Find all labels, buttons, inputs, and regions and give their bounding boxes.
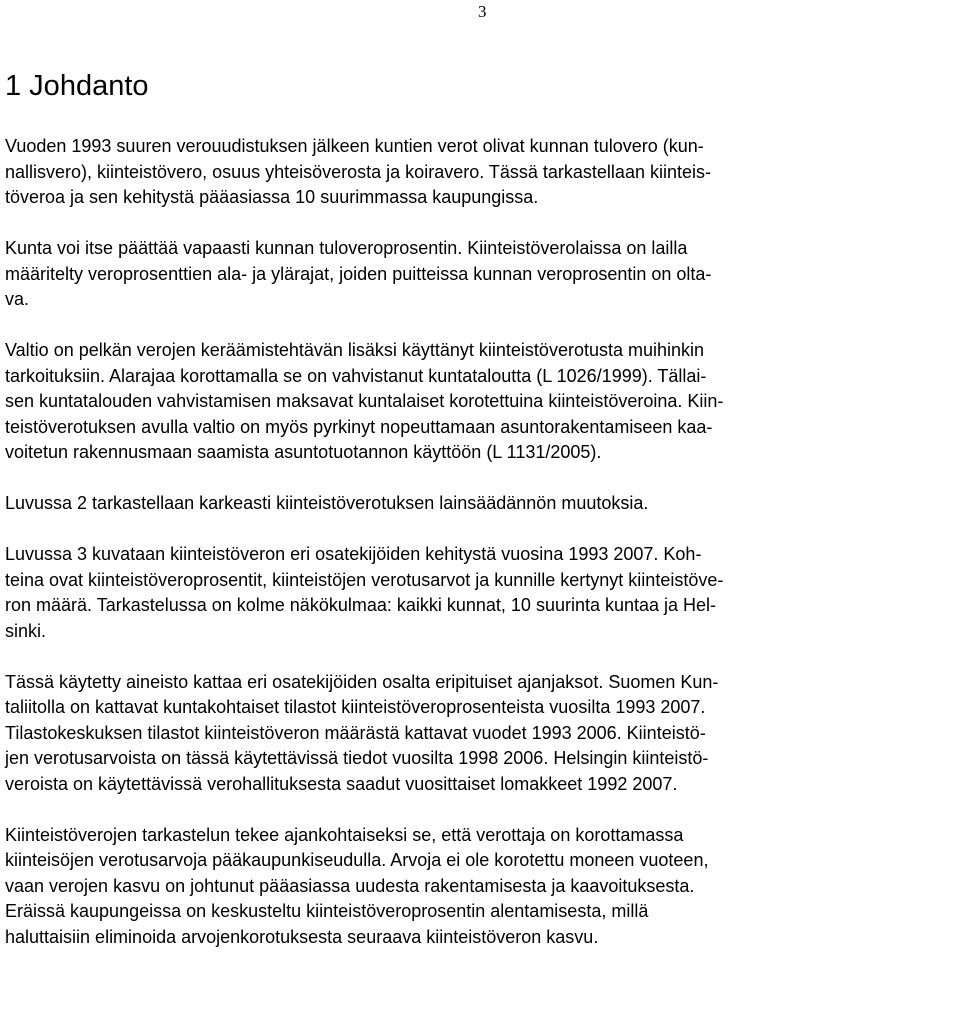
section-heading: 1 Johdanto — [5, 70, 149, 102]
text-line: haluttaisiin eliminoida arvojenkorotuksesta seuraava kiinteistöveron kasvu. — [5, 926, 599, 947]
text-line: Tässä käytetty aineisto kattaa eri osatekijöiden osalta eripituiset ajanjaksot. Suomen Kun- — [5, 671, 719, 692]
text-line: nallisvero), kiinteistövero, osuus yhteisöverosta ja koiravero. Tässä tarkastellaan kiinteis- — [5, 161, 711, 182]
text-line: sen kuntatalouden vahvistamisen maksavat kuntalaiset korotettuina kiinteistöveroina. Kiin- — [5, 391, 724, 411]
text-line: vaan verojen kasvu on johtunut pääasiassa uudesta rakentamisesta ja kaavoituksesta. — [5, 875, 695, 896]
text-line: sinki. — [5, 620, 47, 641]
text-line: jen verotusarvoista on tässä käytettävissä tiedot vuosilta 1998 2006. Helsingin kiinteistö- — [5, 748, 709, 768]
paragraph — [5, 542, 953, 644]
paragraph — [5, 670, 953, 798]
text-line: kiinteisöjen verotusarvoja pääkaupunkiseudulla. Arvoja ei ole korotettu moneen vuoteen, — [5, 850, 709, 870]
text-line: teina ovat kiinteistöveroprosentit, kiinteistöjen verotusarvot ja kunnille kertynyt kiinteistöve- — [5, 569, 724, 590]
text-line: veroista on käytettävissä verohallituksesta saadut vuosittaiset lomakkeet 1992 2007. — [5, 773, 678, 794]
paragraph — [5, 236, 953, 313]
text-line: va. — [5, 289, 30, 309]
text-line: Eräissä kaupungeissa on keskusteltu kiinteistöveroprosentin alentamisesta, millä — [5, 901, 649, 921]
text-line: Tilastokeskuksen tilastot kiinteistöveron määrästä kattavat vuodet 1993 2006. Kiinteistö- — [5, 722, 706, 743]
body-text — [5, 134, 953, 950]
paragraph — [5, 823, 953, 951]
text-line: Luvussa 3 kuvataan kiinteistöveron eri osatekijöiden kehitystä vuosina 1993 2007. Koh- — [5, 544, 702, 564]
text-line: töveroa ja sen kehitystä pääasiassa 10 suurimmassa kaupungissa. — [5, 187, 539, 207]
text-line: Kiinteistöverojen tarkastelun tekee ajankohtaiseksi se, että verottaja on korottamassa — [5, 824, 684, 845]
text-line: määritelty veroprosenttien ala- ja ylärajat, joiden puitteissa kunnan veroprosentin on olta- — [5, 263, 712, 284]
page-number: 3 — [478, 2, 487, 21]
text-line: Kunta voi itse päättää vapaasti kunnan tuloveroprosentin. Kiinteistöverolaissa on lailla — [5, 238, 688, 258]
text-line: Valtio on pelkän verojen keräämistehtävän lisäksi käyttänyt kiinteistöverotusta muihinkin — [5, 340, 705, 360]
text-line: teistöverotuksen avulla valtio on myös pyrkinyt nopeuttamaan asuntorakentamiseen kaa- — [5, 416, 713, 437]
paragraph — [5, 338, 953, 466]
text-line: ron määrä. Tarkastelussa on kolme näkökulmaa: kaikki kunnat, 10 suurinta kuntaa ja Hel- — [5, 595, 717, 615]
text-line: voitetun rakennusmaan saamista asuntotuotannon käyttöön (L 1131/2005). — [5, 442, 602, 462]
text-line: taliitolla on kattavat kuntakohtaiset tilastot kiinteistöveroprosenteista vuosilta 1993 2007. — [5, 697, 706, 717]
paragraph — [5, 491, 953, 517]
text-line: tarkoituksiin. Alarajaa korottamalla se on vahvistanut kuntataloutta (L 1026/1999). Tällai- — [5, 365, 707, 386]
paragraph — [5, 134, 953, 211]
text-line: Vuoden 1993 suuren verouudistuksen jälkeen kuntien verot olivat kunnan tulovero (kun- — [5, 136, 704, 156]
text-line: Luvussa 2 tarkastellaan karkeasti kiinteistöverotuksen lainsäädännön muutoksia. — [5, 493, 649, 513]
